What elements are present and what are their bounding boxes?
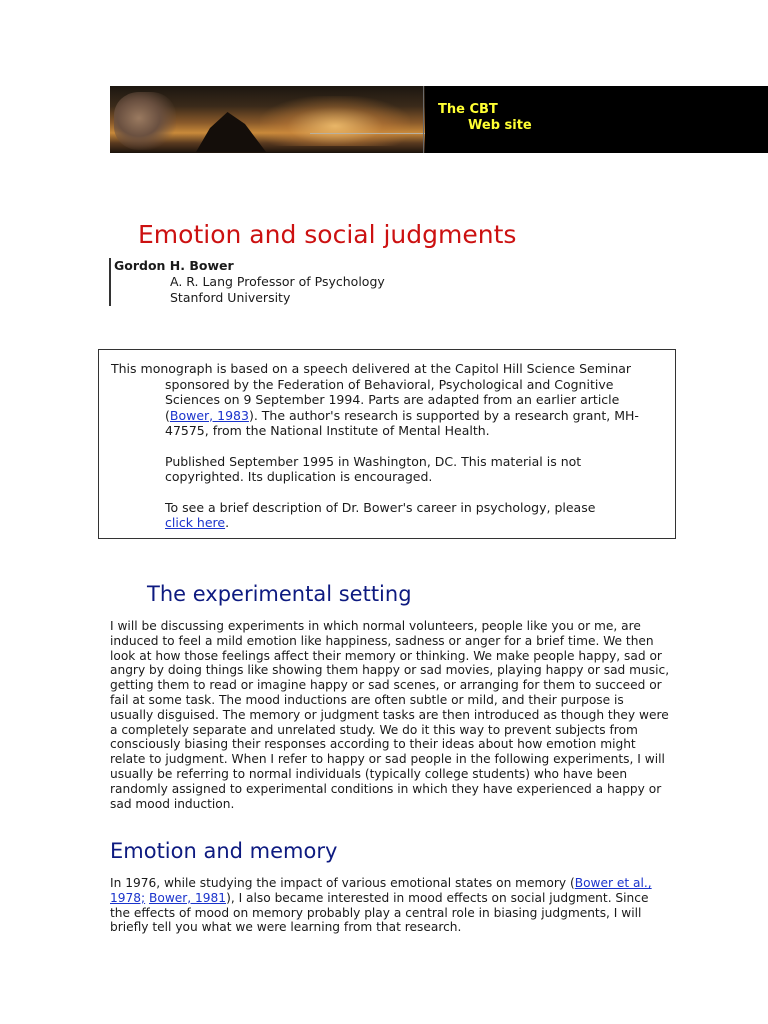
banner-sunset-image bbox=[260, 96, 410, 146]
page-title: Emotion and social judgments bbox=[138, 220, 517, 249]
monograph-note-box bbox=[98, 349, 676, 539]
note-p3-text: To see a brief description of Dr. Bower's career in psychology, please bbox=[165, 499, 596, 515]
banner-divider bbox=[310, 133, 425, 134]
career-link[interactable]: click here bbox=[165, 515, 226, 530]
note-paragraph-1 bbox=[111, 361, 663, 439]
banner-separator bbox=[423, 86, 424, 153]
banner-photo bbox=[110, 86, 425, 153]
author-institution: Stanford University bbox=[170, 290, 291, 305]
note-p3-end: . bbox=[225, 515, 230, 530]
note-paragraph-2: Published September 1995 in Washington, DC. This material is not copyrighted. Its duplication is encouraged. bbox=[165, 453, 582, 484]
author-position: A. R. Lang Professor of Psychology bbox=[170, 274, 385, 289]
note-p1-text-end: ). The author's research is supported by a research grant, MH-47575, from the National Institute of Mental Health. bbox=[165, 407, 639, 438]
site-banner bbox=[110, 86, 768, 153]
bower-1978-link[interactable]: Bower et al., 1978; bbox=[110, 876, 652, 905]
note-paragraph-3 bbox=[111, 500, 663, 531]
bower-1981-link[interactable]: Bower, 1981 bbox=[149, 890, 227, 905]
author-name: Gordon H. Bower bbox=[114, 258, 234, 273]
site-title[interactable] bbox=[438, 102, 532, 134]
author-block bbox=[109, 258, 514, 306]
section-heading-emotion-memory: Emotion and memory bbox=[110, 839, 338, 863]
banner-face-image bbox=[114, 92, 176, 150]
section-text-start: In 1976, while studying the impact of various emotional states on memory ( bbox=[110, 876, 575, 890]
banner-rock-image bbox=[196, 112, 266, 152]
site-title-line1: The CBT bbox=[438, 102, 498, 117]
section-text-end: ), I also became interested in mood effects on social judgment. Since the effects of mood on memory probably play a central role in biasing judgments, I will briefly tell you what we were learning from that research. bbox=[110, 890, 649, 935]
site-title-line2: Web site bbox=[468, 118, 532, 133]
note-p1-text: This monograph is based on a speech delivered at the Capitol Hill Science Seminar sponsored by the Federation of Behavioral, Psychological and Cognitive Sciences on 9 September 1994. Parts are adapted from an earlier article ( bbox=[111, 361, 632, 423]
section-text-emotion-memory bbox=[110, 876, 670, 935]
section-heading-experimental-setting: The experimental setting bbox=[147, 582, 412, 606]
bower-1983-link[interactable]: Bower, 1983 bbox=[169, 407, 249, 423]
section-text-experimental-setting: I will be discussing experiments in which normal volunteers, people like you or me, are induced to feel a mild emotion like happiness, sadness or anger for a brief time. We then look at how those feelings affect their memory or thinking. We make people happy, sad or angry by doing things like showing them happy or sad movies, playing happy or sad music, getting them to read or imagine happy or sad scenes, or arranging for them to succeed or fail at some task. The mood inductions are often subtle or mild, and their purpose is usually disguised. The memory or judgment tasks are then introduced as though they were a completely separate and unrelated study. We do it this way to prevent subjects from consciously biasing their responses according to their ideas about how emotion might relate to judgment. When I refer to happy or sad people in the following experiments, I will usually be referring to normal individuals (typically college students) who have been randomly assigned to experimental conditions in which they have experienced a happy or sad mood induction. bbox=[110, 619, 670, 811]
